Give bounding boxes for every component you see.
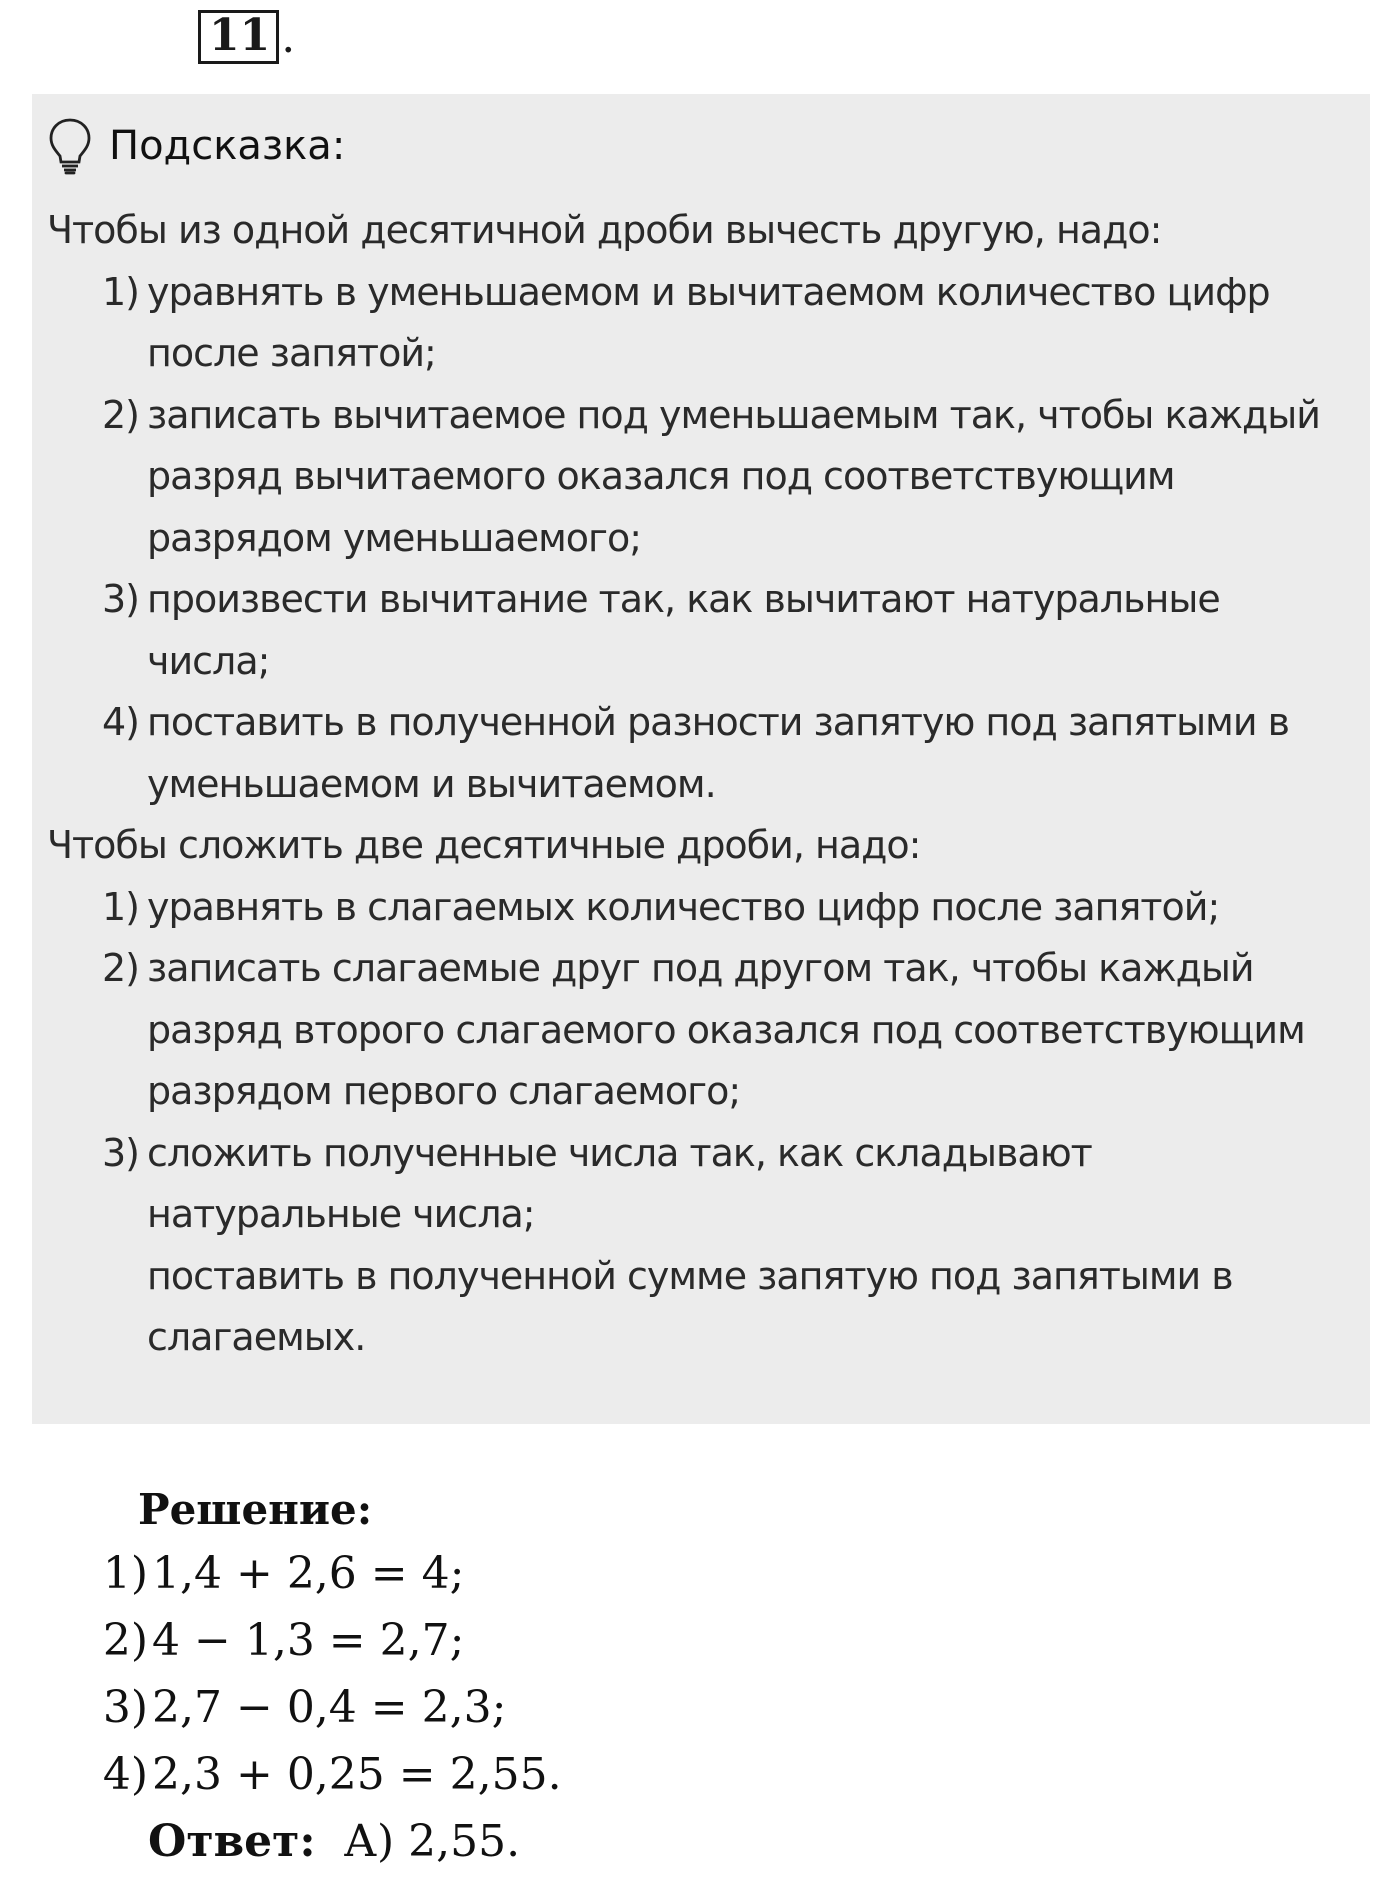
solution-expression: 4 − 1,3 = 2,7; <box>152 1615 465 1666</box>
answer-value: А) 2,55. <box>343 1816 521 1867</box>
solution-line <box>94 1611 464 1671</box>
solution-expression: 1,4 + 2,6 = 4; <box>152 1548 465 1599</box>
solution-expression: 2,3 + 0,25 = 2,55. <box>152 1749 562 1800</box>
list-item <box>47 262 1370 385</box>
step-text: уравнять в слагаемых количество цифр после запятой; <box>147 884 1220 929</box>
step-text: уравнять в уменьшаемом и вычитаемом количество цифр после запятой; <box>147 269 1270 375</box>
step-text: сложить полученные числа так, как складывают натуральные числа; <box>147 1130 1092 1236</box>
step-text: поставить в полученной разности запятую под запятыми в уменьшаемом и вычитаемом. <box>147 700 1290 806</box>
solution-marker: 3) <box>102 1682 148 1733</box>
solution-marker: 1) <box>102 1548 148 1599</box>
step-text: произвести вычитание так, как вычитают натуральные числа; <box>147 577 1220 683</box>
task-number-box: 11 <box>198 10 279 64</box>
list-item <box>47 1246 1370 1369</box>
answer-label: Ответ: <box>148 1816 316 1867</box>
list-item <box>47 385 1370 570</box>
list-item <box>47 1123 1370 1246</box>
subtraction-steps <box>47 262 1370 816</box>
step-marker: 1) <box>101 269 139 314</box>
hint-header <box>47 106 1370 186</box>
hint-body <box>47 200 1370 1369</box>
solution-marker: 4) <box>102 1749 148 1800</box>
solution-line <box>94 1678 506 1738</box>
step-marker: 2) <box>101 392 139 437</box>
hint-box <box>32 94 1370 1424</box>
solution-title: Решение: <box>138 1485 373 1534</box>
step-marker: 3) <box>101 1130 139 1175</box>
task-number <box>198 12 295 64</box>
step-marker: 2) <box>101 946 139 990</box>
step-marker: 3) <box>101 577 139 621</box>
solution-line <box>94 1745 562 1805</box>
solution-marker: 2) <box>102 1615 148 1666</box>
step-text: записать слагаемые друг под другом так, чтобы каждый разряд второго слагаемого оказался под соответствующим разрядом первого слагаемого; <box>147 946 1305 1113</box>
addition-intro: Чтобы сложить две десятичные дроби, надо: <box>47 823 921 867</box>
addition-steps <box>47 877 1370 1369</box>
subtraction-intro: Чтобы из одной десятичной дроби вычесть другую, надо: <box>47 208 1162 252</box>
list-item <box>47 569 1370 692</box>
hint-title: Подсказка: <box>109 123 346 169</box>
answer <box>148 1812 520 1872</box>
solution-line <box>94 1544 464 1604</box>
step-text: записать вычитаемое под уменьшаемым так, чтобы каждый разряд вычитаемого оказался под соответствующим разрядом уменьшаемого; <box>147 392 1320 560</box>
list-item <box>47 938 1370 1123</box>
step-continuation: поставить в полученной сумме запятую под запятыми в слагаемых. <box>147 1253 1233 1359</box>
step-marker: 4) <box>101 700 139 744</box>
lightbulb-icon <box>47 116 93 176</box>
solution-expression: 2,7 − 0,4 = 2,3; <box>152 1682 507 1733</box>
list-item <box>47 877 1370 939</box>
step-marker: 1) <box>101 884 139 929</box>
task-number-dot: . <box>281 12 296 63</box>
list-item <box>47 692 1370 815</box>
